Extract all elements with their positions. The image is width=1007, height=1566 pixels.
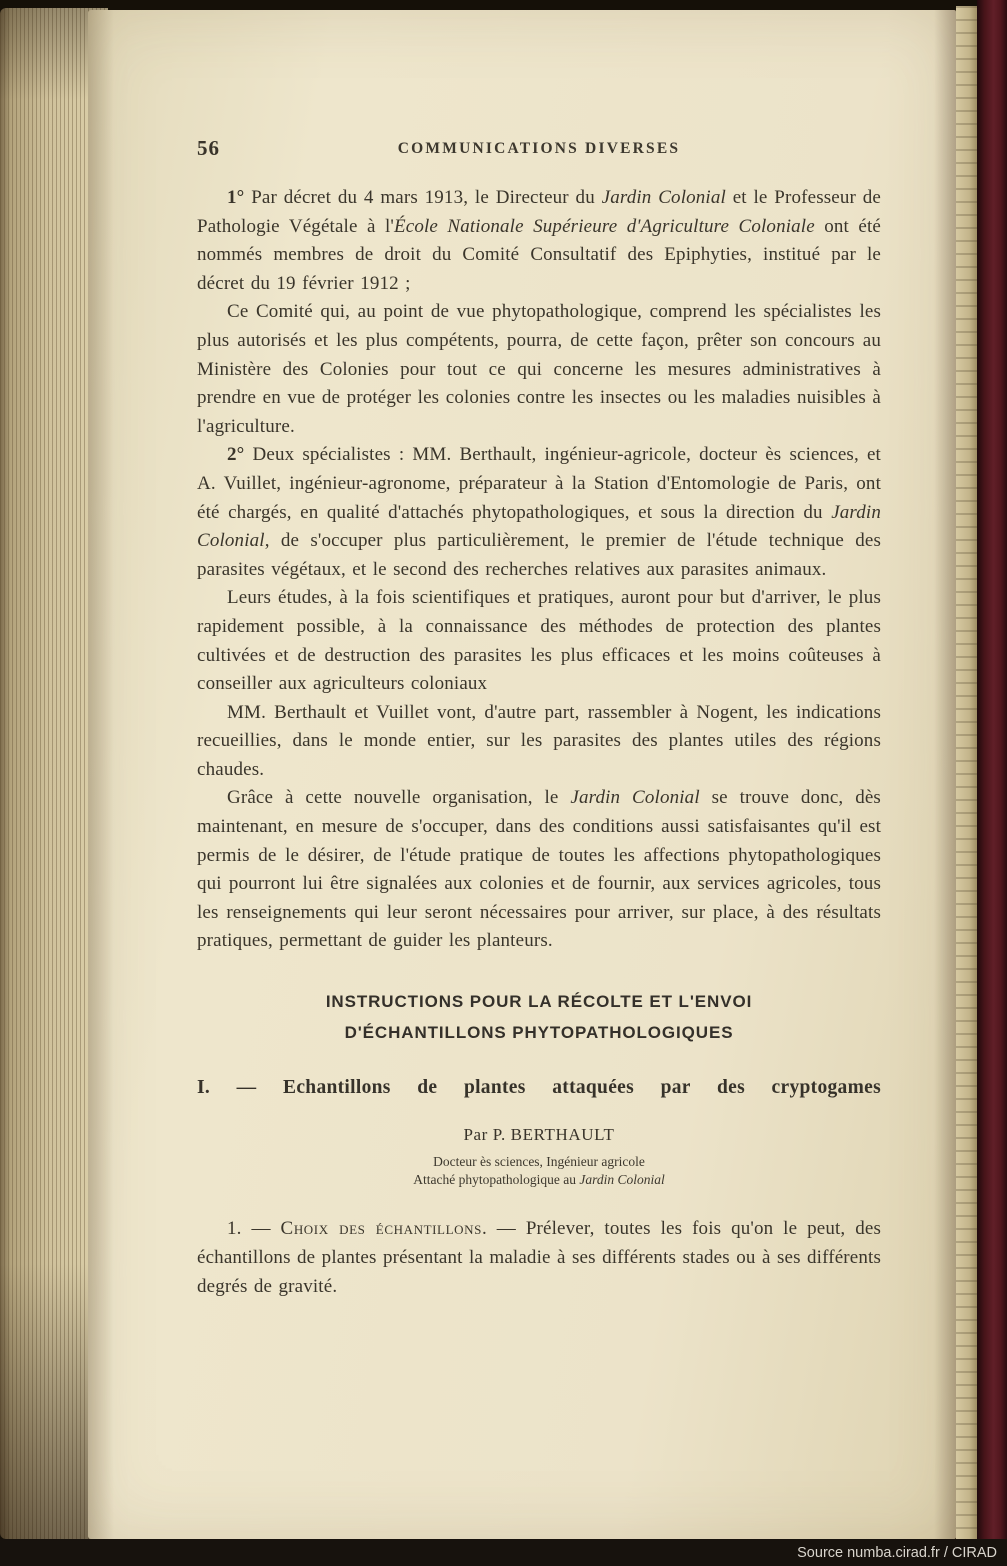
closing-text [197,1215,881,1301]
section-heading [197,986,881,1049]
byline-detail-2-italic: Jardin Colonial [579,1172,665,1188]
page-header [197,136,881,164]
page-content [197,136,881,1301]
body-text [197,184,881,956]
paragraph: Leurs études, à la fois scientifiques et pratiques, auront pour but d'arriver, le plus rapidement possible, à la connaissance des méthodes de protection des plantes cultivées et de destruction des parasites les plus efficaces et les moins coûteuses à conseiller aux agriculteurs coloniaux [197,587,881,695]
byline-detail-2-prefix: Attaché phytopathologique au [413,1172,580,1188]
page-number: 56 [197,136,220,160]
byline-details [197,1153,881,1189]
paragraph: Ce Comité qui, au point de vue phytopathologique, comprend les spécialistes les plus autorisés et les plus compétents, pourra, de cette façon, prêter son concours au Ministère des Colonies pour tout ce qui concerne les mesures administratives à prendre en vue de protéger les colonies contre les insectes ou les maladies nuisibles à l'agriculture. [197,301,881,437]
source-attribution: Source numba.cirad.fr / CIRAD [797,1544,997,1561]
attribution-bar [0,1539,1007,1566]
paragraph: Grâce à cette nouvelle organisation, le Jardin Colonial se trouve donc, dès maintenant, en mesure de s'occuper, dans des conditions aussi satisfaisantes qu'il est permis de le désirer, de l'étude pratique de toutes les affections phytopathologiques qui pourront lui être signalées aux colonies et de fournir, aux services agricoles, tous les renseignements qui leur seront nécessaires pour arriver, sur place, à des résultats pratiques, permettant de guider les planteurs. [197,787,881,952]
section-heading-line1: INSTRUCTIONS POUR LA RÉCOLTE ET L'ENVOI [325,992,753,1012]
paragraph: MM. Berthault et Vuillet vont, d'autre part, rassembler à Nogent, les indications recueillies, dans le monde entier, sur les parasites des plantes utiles des régions chaudes. [197,701,881,780]
running-header: COMMUNICATIONS DIVERSES [397,140,681,157]
book-page [88,10,956,1539]
paragraph: 1° Par décret du 4 mars 1913, le Directeur du Jardin Colonial et le Professeur de Pathologie Végétale à l'École Nationale Supérieure d'Agriculture Coloniale ont été nommés membres de droit du Comité Consultatif des Epiphyties, institué par le décret du 19 février 1912 ; [197,187,882,294]
subsection-heading: I. — Echantillons de plantes attaquées par des cryptogames [197,1076,881,1098]
byline: Par P. BERTHAULT [463,1124,615,1144]
next-page-edge [956,6,978,1542]
byline-detail-1: Docteur ès sciences, Ingénieur agricole [433,1153,645,1169]
paragraph: 1. — Choix des échantillons. — Prélever, toutes les fois qu'on le peut, des échantillons de plantes présentant la maladie à ses différents stades ou à ses différents degrés de gravité. [197,1218,882,1297]
paragraph: 2° Deux spécialistes : MM. Berthault, ingénieur-agricole, docteur ès sciences, et A. Vuillet, ingénieur-agronome, préparateur à la Station d'Entomologie de Paris, ont été chargés, en qualité d'attachés phytopathologiques, et sous la direction du Jardin Colonial, de s'occuper plus particulièrement, le premier de l'étude technique des parasites végétaux, et le second des recherches relatives aux parasites animaux. [197,444,881,580]
book-cover [977,0,1007,1566]
section-heading-line2: D'ÉCHANTILLONS PHYTOPATHOLOGIQUES [344,1023,734,1043]
